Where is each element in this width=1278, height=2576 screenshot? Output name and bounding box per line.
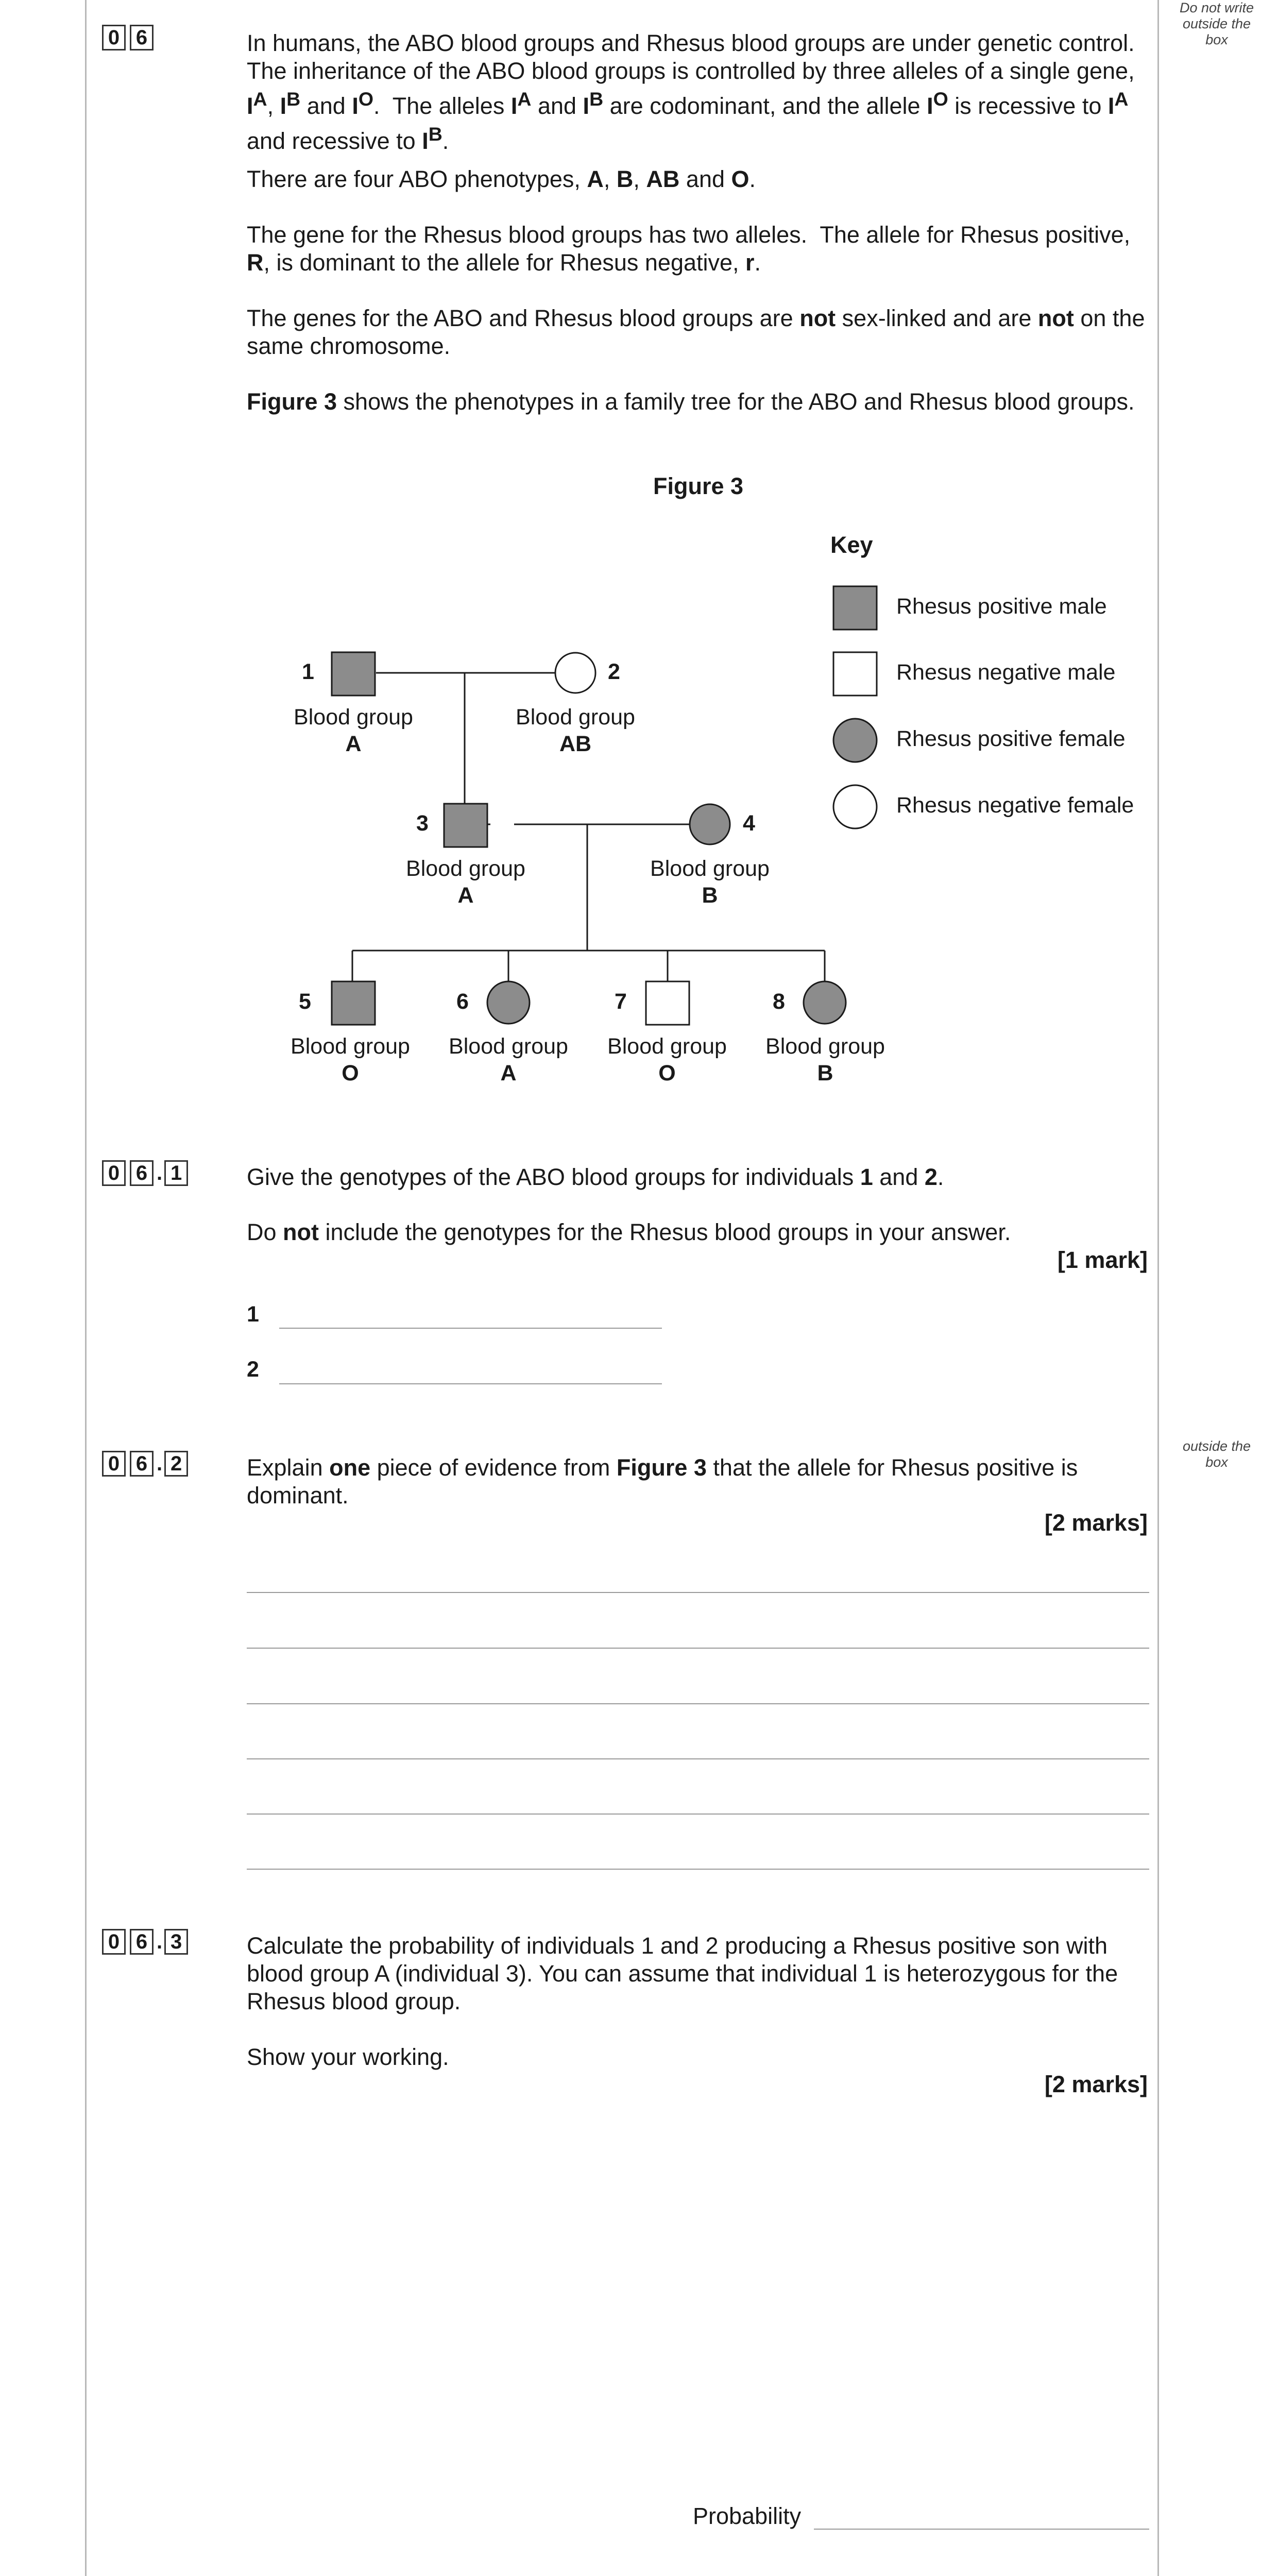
individual-6-blood-group: Blood group A xyxy=(449,1034,568,1086)
individual-6-symbol xyxy=(487,981,530,1024)
individual-3-number: 3 xyxy=(416,811,429,836)
key-title: Key xyxy=(830,532,873,558)
individual-5-blood-group: Blood group O xyxy=(291,1034,410,1086)
individual-4-symbol xyxy=(690,804,730,844)
key-label-rhesus-negative-male: Rhesus negative male xyxy=(896,660,1116,685)
q2-text: Explain one piece of evidence from Figure 3 that the allele for Rhesus positive is dominant. xyxy=(247,1454,1078,1509)
q2-answer-line-2[interactable] xyxy=(247,1648,1149,1649)
q2-answer-line-4[interactable] xyxy=(247,1758,1149,1759)
key-label-rhesus-negative-female: Rhesus negative female xyxy=(896,793,1134,818)
individual-3-symbol xyxy=(444,804,487,847)
question-number-06: 0 6 xyxy=(102,25,154,50)
individual-2-blood-group: Blood group AB xyxy=(516,705,635,756)
individual-5-number: 5 xyxy=(299,989,311,1014)
individual-5-symbol xyxy=(332,981,375,1025)
intro-paragraph-1: In humans, the ABO blood groups and Rhesus blood groups are under genetic control. The inheritance of the ABO blood groups is controlled by three alleles of a single gene, $I^A$, $I^B$ and $I^O$. The alleles $I^A$ and $I^B$ are codominant, and the allele $I^O$ is recessive to $I^A$ and recessive to $I^B$. xyxy=(247,30,1141,154)
individual-4-blood-group: Blood group B xyxy=(650,856,770,908)
q1-answer-line-1[interactable] xyxy=(279,1328,662,1329)
individual-8-blood-group: Blood group B xyxy=(765,1034,885,1086)
figure-title: Figure 3 xyxy=(653,473,744,499)
individual-2-number: 2 xyxy=(608,659,620,684)
q2-marks: [2 marks] xyxy=(1044,1510,1148,1536)
question-number-06-3: 0 6 . 3 xyxy=(102,1929,188,1955)
individual-8-symbol xyxy=(804,981,846,1024)
individual-1-number: 1 xyxy=(302,659,314,684)
individual-7-blood-group: Blood group O xyxy=(607,1034,727,1086)
key-label-rhesus-positive-male: Rhesus positive male xyxy=(896,594,1107,619)
q1-line-label-1: 1 xyxy=(247,1302,259,1327)
individual-1-symbol xyxy=(332,652,375,696)
individual-3-blood-group: Blood group A xyxy=(406,856,525,908)
margin-note-top: Do not write outside the box xyxy=(1179,0,1254,47)
q2-answer-line-1[interactable] xyxy=(247,1592,1149,1593)
key-symbol-rhesus-positive-female xyxy=(833,719,877,762)
question-number-06-1: 0 6 . 1 xyxy=(102,1160,188,1186)
q1-text: Give the genotypes of the ABO blood groups for individuals 1 and 2. xyxy=(247,1164,944,1190)
question-number-06-2: 0 6 . 2 xyxy=(102,1451,188,1477)
key-symbol-rhesus-negative-female xyxy=(833,785,877,828)
family-tree-diagram xyxy=(0,0,1278,1133)
q3-text: Calculate the probability of individuals 1 and 2 producing a Rhesus positive son with blood group A (individual 3). You can assume that individual 1 is heterozygous for the Rhesus blood group. xyxy=(247,1933,1118,2014)
q2-answer-line-5[interactable] xyxy=(247,1814,1149,1815)
individual-2-symbol xyxy=(555,653,595,693)
individual-1-blood-group: Blood group A xyxy=(294,705,413,756)
q3-marks: [2 marks] xyxy=(1044,2071,1148,2097)
q1-answer-line-2[interactable] xyxy=(279,1383,662,1384)
q3-answer-line[interactable] xyxy=(814,2529,1149,2530)
q3-answer-label: Probability xyxy=(693,2503,802,2529)
intro-paragraph-4: The genes for the ABO and Rhesus blood groups are not sex-linked and are not on the same chromosome. xyxy=(247,305,1145,359)
key-label-rhesus-positive-female: Rhesus positive female xyxy=(896,726,1126,751)
individual-6-number: 6 xyxy=(456,989,469,1014)
intro-paragraph-2: There are four ABO phenotypes, A, B, AB and O. xyxy=(247,166,756,192)
q1-marks: [1 mark] xyxy=(1057,1247,1148,1273)
key-symbol-rhesus-positive-male xyxy=(833,586,877,630)
q2-answer-line-6[interactable] xyxy=(247,1869,1149,1870)
intro-paragraph-5: Figure 3 shows the phenotypes in a family tree for the ABO and Rhesus blood groups. xyxy=(247,388,1135,415)
individual-8-number: 8 xyxy=(773,989,785,1014)
q2-answer-line-3[interactable] xyxy=(247,1703,1149,1704)
q1-note: Do not include the genotypes for the Rhesus blood groups in your answer. xyxy=(247,1219,1011,1245)
individual-7-symbol xyxy=(646,981,689,1025)
individual-7-number: 7 xyxy=(615,989,627,1014)
q1-line-label-2: 2 xyxy=(247,1357,259,1382)
key-symbol-rhesus-negative-male xyxy=(833,652,877,696)
intro-paragraph-3: The gene for the Rhesus blood groups has two alleles. The allele for Rhesus positive, R, is dominant to the allele for Rhesus negative, r. xyxy=(247,222,1131,276)
q3-working: Show your working. xyxy=(247,2044,449,2070)
individual-4-number: 4 xyxy=(743,811,755,836)
margin-note-mid1: outside the box xyxy=(1182,1438,1251,1470)
